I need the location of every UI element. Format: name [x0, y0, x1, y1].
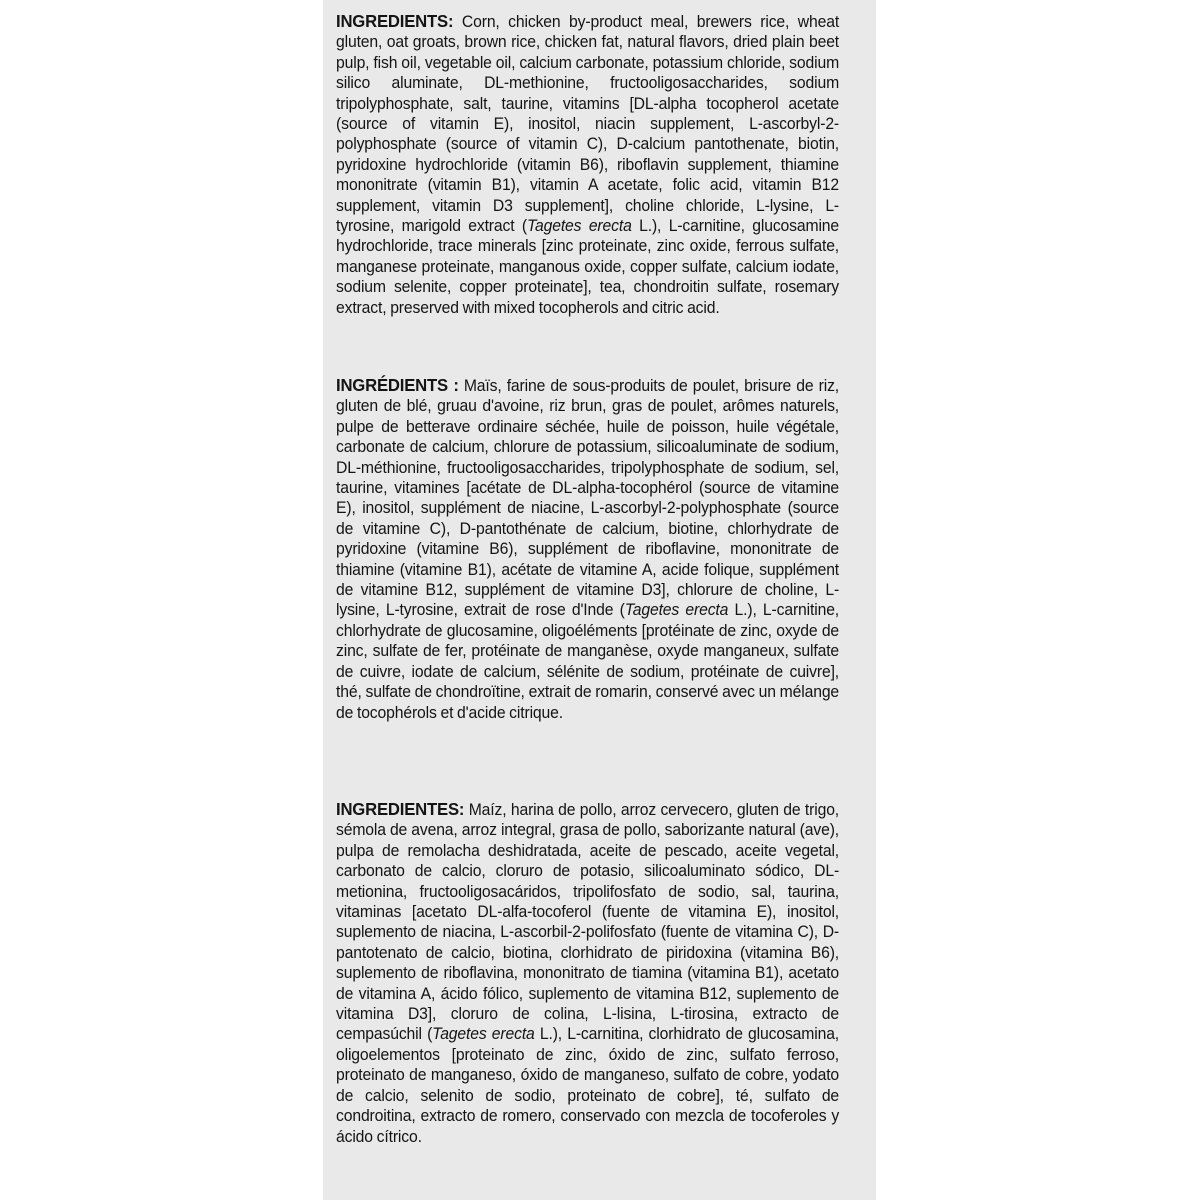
ingredients-english-heading: INGREDIENTS: [336, 11, 454, 31]
ingredients-french-scientific-name: Tagetes erecta [624, 601, 729, 620]
ingredients-spanish-heading: INGREDIENTES: [336, 799, 465, 819]
ingredients-french-heading: INGRÉDIENTS : [336, 375, 459, 395]
ingredients-english [336, 11, 839, 318]
ingredients-spanish-text-2: L.), L-carnitina, clorhidrato de glucosamina, oligoelementos [proteinato de zinc, óxido de zinc, sulfato ferroso, proteinato de manganeso, óxido de manganeso, sulfato de cobre, yodato de calcio, selenito de sodio, proteinato de cobre], té, sulfato de condroitina, extracto de romero, conservado con mezcla de tocoferoles y ácido cítrico. [336, 1025, 840, 1146]
ingredients-french-text-2: L.), L-carnitine, chlorhydrate de glucosamine, oligoéléments [protéinate de zinc, oxyde de zinc, sulfate de fer, protéinate de manganèse, oxyde manganeux, sulfate de cuivre, iodate de calcium, sélénite de sodium, protéinate de cuivre], thé, sulfate de chondroïtine, extrait de romarin, conservé avec un mélange de tocophérols et d'acide citrique. [336, 601, 840, 722]
ingredients-english-scientific-name: Tagetes erecta [526, 217, 632, 236]
ingredients-spanish-text-1: Maíz, harina de pollo, arroz cervecero, gluten de trigo, sémola de avena, arroz integral, grasa de pollo, saborizante natural (ave), pulpa de remolacha deshidratada, aceite de pescado, aceite vegetal, carbonato de calcio, cloruro de potasio, silicoaluminato sódico, DL-metionina, fructooligosacáridos, tripolifosfato de sodio, sal, taurina, vitaminas [acetato DL-alfa-tocoferol (fuente de vitamina E), inositol, suplemento de niacina, L-ascorbil-2-polifosfato (fuente de vitamina C), D-pantotenato de calcio, biotina, clorhidrato de piridoxina (vitamina B6), suplemento de riboflavina, mononitrato de tiamina (vitamina B1), acetato de vitamina A, ácido fólico, suplemento de vitamina B12, suplemento de vitamina D3], cloruro de colina, L-lisina, L-tirosina, extracto de cempasúchil ( [336, 801, 840, 1044]
ingredients-spanish [336, 799, 839, 1147]
ingredients-english-text-2: L.), L-carnitine, glucosamine hydrochloride, trace minerals [zinc proteinate, zinc oxide, ferrous sulfate, manganese proteinate, manganous oxide, copper sulfate, calcium iodate, sodium selenite, copper proteinate], tea, chondroitin sulfate, rosemary extract, preserved with mixed tocopherols and citric acid. [336, 217, 840, 317]
ingredients-english-text-1: Corn, chicken by-product meal, brewers rice, wheat gluten, oat groats, brown rice, chicken fat, natural flavors, dried plain beet pulp, fish oil, vegetable oil, calcium carbonate, potassium chloride, sodium silico aluminate, DL-methionine, fructooligosaccharides, sodium tripolyphosphate, salt, taurine, vitamins [DL-alpha tocopherol acetate (source of vitamin E), inositol, niacin supplement, L-ascorbyl-2-polyphosphate (source of vitamin C), D-calcium pantothenate, biotin, pyridoxine hydrochloride (vitamin B6), riboflavin supplement, thiamine mononitrate (vitamin B1), vitamin A acetate, folic acid, vitamin B12 supplement, vitamin D3 supplement], choline chloride, L-lysine, L-tyrosine, marigold extract ( [336, 13, 840, 236]
ingredients-french-text-1: Maïs, farine de sous-produits de poulet, brisure de riz, gluten de blé, gruau d'avoine, riz brun, gras de poulet, arômes naturels, pulpe de betterave ordinaire séchée, huile de poisson, huile végétale, carbonate de calcium, chlorure de potassium, silicoaluminate de sodium, DL-méthionine, fructooligosaccharides, tripolyphosphate de sodium, sel, taurine, vitamines [acétate de DL-alpha-tocophérol (source de vitamine E), inositol, supplément de niacine, L-ascorbyl-2-polyphosphate (source de vitamine C), D-pantothénate de calcium, biotine, chlorhydrate de pyridoxine (vitamine B6), supplément de riboflavine, mononitrate de thiamine (vitamine B1), acétate de vitamine A, acide folique, supplément de vitamine B12, supplément de vitamine D3], chlorure de choline, L-lysine, L-tyrosine, extrait de rose d'Inde ( [336, 377, 840, 620]
ingredients-french [336, 375, 839, 723]
ingredients-spanish-scientific-name: Tagetes erecta [432, 1025, 535, 1044]
